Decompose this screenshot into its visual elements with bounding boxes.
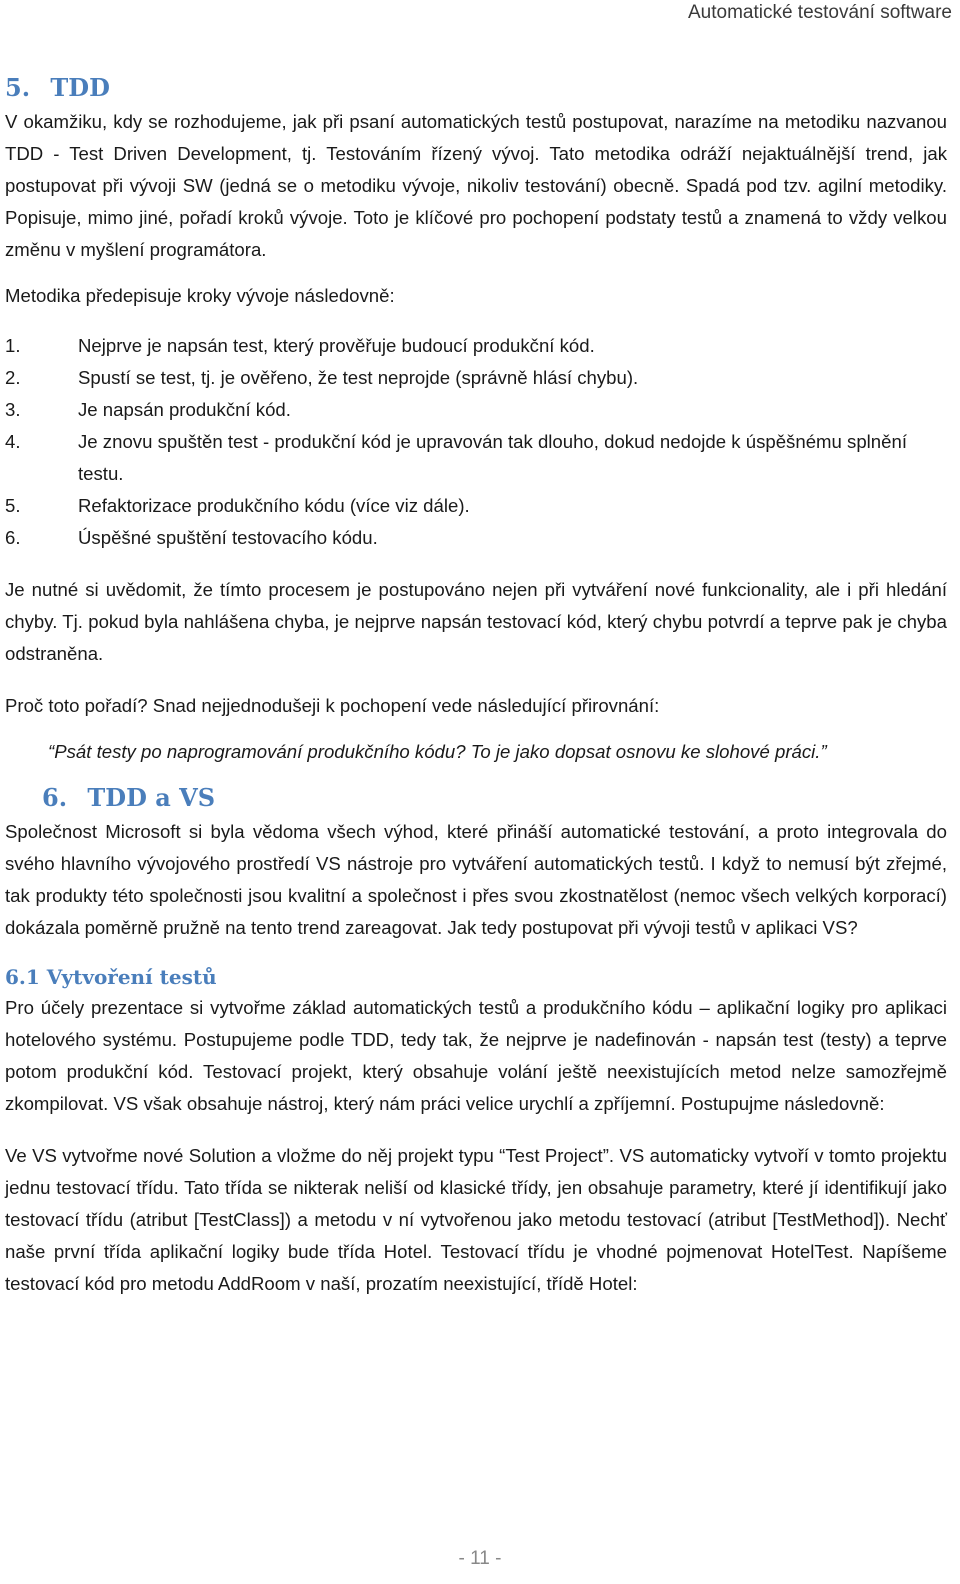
comparison-quote: “Psát testy po naprogramování produkčního kódu? To je jako dopsat osnovu ke slohové práci.” [48, 741, 827, 762]
section-6-number: 6. [42, 783, 68, 812]
list-item: 1. Nejprve je napsán test, který prověřuje budoucí produkční kód. [5, 335, 595, 356]
section-5-heading [5, 70, 947, 106]
section-6-1-paragraph-1: Pro účely prezentace si vytvořme základ automatických testů a produkčního kódu – aplikační logiky pro aplikaci hotelového systému. Postupujeme podle TDD, tedy tak, že nejprve je nadefinován - napsán test (testy) a teprve potom produkční kód. Testovací projekt, který obsahuje volání ještě neexistujících metod nelze samozřejmě zkompilovat. VS však obsahuje nástroj, který nám práci velice urychlí a zpříjemní. Postupujme následovně: [5, 997, 947, 1114]
tdd-steps-list [5, 330, 947, 554]
section-5-title: TDD [50, 73, 110, 102]
list-item: 4. Je znovu spuštěn test - produkční kód je upravován tak dlouho, dokud nedojde k úspěšnému splnění testu. [5, 431, 907, 484]
section-6-paragraph-1: Společnost Microsoft si byla vědoma všech výhod, které přináší automatické testování, a proto integrovala do svého hlavního vývojového prostředí VS nástroje pro vytváření automatických testů. I když to nemusí být zřejmé, tak produkty této společnosti jsou kvalitní a společnost i přes svou zkostnatělost (nemoc všech velkých korporací) dokázala poměrně pružně na tento trend zareagovat. Jak tedy postupovat při vývoji testů v aplikaci VS? [5, 821, 947, 938]
section-5-paragraph-2: Metodika předepisuje kroky vývoje následovně: [5, 285, 395, 306]
section-6-1-paragraph-2: Ve VS vytvořme nové Solution a vložme do něj projekt typu “Test Project”. VS automaticky vytvoří v tomto projektu jednu testovací třídu. Tato třída se nikterak neliší od klasické třídy, jen obsahuje parametry, které jí identifikují jako testovací třídu (atribut [TestClass]) a metodu v ní vytvořenou jako metodu testovací (atribut [TestMethod]). Nechť naše první třída aplikační logiky bude třída Hotel. Testovací třídu je vhodné pojmenovat HotelTest. Napíšeme testovací kód pro metodu AddRoom v naší, prozatím neexistující, třídě Hotel: [5, 1145, 947, 1294]
list-item: 2. Spustí se test, tj. je ověřeno, že test neprojde (správně hlásí chybu). [5, 367, 639, 388]
list-item: 3. Je napsán produkční kód. [5, 399, 291, 420]
list-item: 6. Úspěšné spuštění testovacího kódu. [5, 527, 378, 548]
list-item: 5. Refaktorizace produkčního kódu (více viz dále). [5, 495, 470, 516]
section-5-paragraph-1: V okamžiku, kdy se rozhodujeme, jak při psaní automatických testů postupovat, narazíme na metodiku nazvanou TDD - Test Driven Development, tj. Testováním řízený vývoj. Tato metodika odráží nejaktuálnější trend, jak postupovat při vývoji SW (jedná se o metodiku vývoje, nikoliv testování) obecně. Spadá pod tzv. agilní metodiky. Popisuje, mimo jiné, pořadí kroků vývoje. Toto je klíčové pro pochopení podstaty testů a znamená to vždy velkou změnu v myšlení programátora. [5, 111, 947, 260]
section-6-title: TDD a VS [87, 783, 216, 812]
section-6-1-heading: 6.1 Vytvoření testů [5, 965, 217, 989]
page-number: - 11 - [458, 1548, 502, 1569]
section-5-paragraph-3: Je nutné si uvědomit, že tímto procesem je postupováno nejen při vytváření nové funkcionality, ale i při hledání chyby. Tj. pokud byla nahlášena chyba, je nejprve napsán testovací kód, který chybu potvrdí a teprve pak je chyba odstraněna. [5, 579, 947, 664]
section-6-heading [5, 780, 947, 816]
section-5-number: 5. [5, 73, 31, 102]
running-header: Automatické testování software [687, 2, 952, 23]
section-5-paragraph-4: Proč toto pořadí? Snad nejjednodušeji k pochopení vede následující přirovnání: [5, 695, 660, 716]
document-body [5, 70, 947, 1300]
